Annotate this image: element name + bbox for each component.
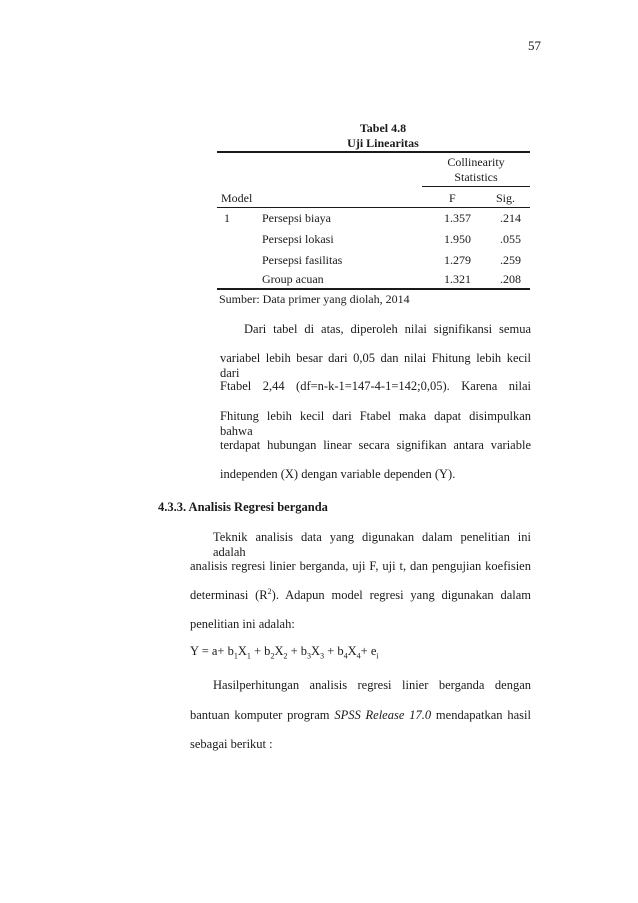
row-sig: .208 [500, 272, 521, 286]
software-name: SPSS Release 17.0 [334, 708, 432, 722]
text-segment: determinasi (R [190, 588, 268, 603]
row-sig: .055 [500, 232, 521, 246]
table-subtitle: Uji Linearitas [347, 136, 419, 150]
formula-text: X [311, 644, 321, 658]
row-label: Group acuan [262, 272, 324, 286]
text-segment: bantuan komputer program [190, 708, 335, 722]
row-label: Persepsi lokasi [262, 232, 334, 246]
col-header-model: Model [221, 191, 253, 205]
formula-text: + b [324, 644, 344, 658]
formula-text: X [274, 644, 284, 658]
superscript: 2 [267, 587, 272, 596]
col-header-sig: Sig. [496, 191, 516, 205]
formula-text: X [347, 644, 357, 658]
paragraph-line: penelitian ini adalah: [190, 617, 295, 631]
paragraph-line: Hasilperhitungan analisis regresi linier berganda dengan [213, 678, 531, 692]
row-f: 1.279 [444, 253, 471, 267]
table-source: Sumber: Data primer yang diolah, 2014 [219, 292, 410, 306]
regression-formula [190, 644, 379, 661]
row-f: 1.950 [444, 232, 471, 246]
table-title: Tabel 4.8 [359, 121, 407, 135]
row-f: 1.321 [444, 272, 471, 286]
paragraph-line: sebagai berikut : [190, 737, 273, 751]
table-top-rule [217, 151, 530, 153]
formula-text: X [237, 644, 247, 658]
table-bottom-rule [217, 288, 530, 290]
row-label: Persepsi fasilitas [262, 253, 343, 267]
subscript: 2 [283, 651, 288, 661]
text-segment: ). Adapun model regresi yang digunakan dalam [271, 588, 531, 603]
page-number: 57 [528, 38, 541, 53]
model-number: 1 [224, 211, 230, 225]
subscript: 2 [270, 651, 275, 661]
row-sig: .259 [500, 253, 521, 267]
row-f: 1.357 [444, 211, 471, 225]
paragraph-line: Teknik analisis data yang digunakan dalam penelitian ini adalah [213, 530, 531, 559]
row-sig: .214 [500, 211, 521, 225]
subscript: 3 [307, 651, 312, 661]
paragraph-line: Fhitung lebih kecil dari Ftabel maka dapat disimpulkan bahwa [220, 409, 531, 438]
header-bottom-rule [217, 207, 530, 208]
paragraph-line [190, 587, 531, 603]
formula-text: Y = a+ b [190, 644, 234, 658]
group-header-rule [422, 186, 530, 187]
paragraph-line: analisis regresi linier berganda, uji F, uji t, dan pengujian koefisien [190, 559, 531, 573]
text-segment: mendapatkan hasil [431, 708, 531, 722]
paragraph-line: Dari tabel di atas, diperoleh nilai signifikansi semua [244, 322, 531, 336]
formula-text: + b [287, 644, 308, 658]
paragraph-line: variabel lebih besar dari 0,05 dan nilai Fhitung lebih kecil dari [220, 351, 531, 380]
subscript: 1 [233, 651, 238, 661]
paragraph-line: terdapat hubungan linear secara signifikan antara variable [220, 438, 531, 452]
subscript: i [376, 651, 379, 661]
row-label: Persepsi biaya [262, 211, 331, 225]
group-header-line1: Collinearity [447, 155, 505, 169]
subscript: 3 [320, 651, 325, 661]
paragraph-line [190, 708, 531, 723]
subscript: 4 [356, 651, 361, 661]
group-header-line2: Statistics [454, 170, 498, 184]
col-header-f: F [449, 191, 456, 205]
paragraph-line: Ftabel 2,44 (df=n-k-1=147-4-1=142;0,05). Karena nilai [220, 379, 531, 393]
paragraph-line: independen (X) dengan variable dependen (Y). [220, 467, 456, 481]
formula-text: + b [250, 644, 271, 658]
subscript: 1 [246, 651, 251, 661]
formula-text: + e [360, 644, 377, 658]
subscript: 4 [343, 651, 348, 661]
section-heading: 4.3.3. Analisis Regresi berganda [158, 500, 328, 514]
